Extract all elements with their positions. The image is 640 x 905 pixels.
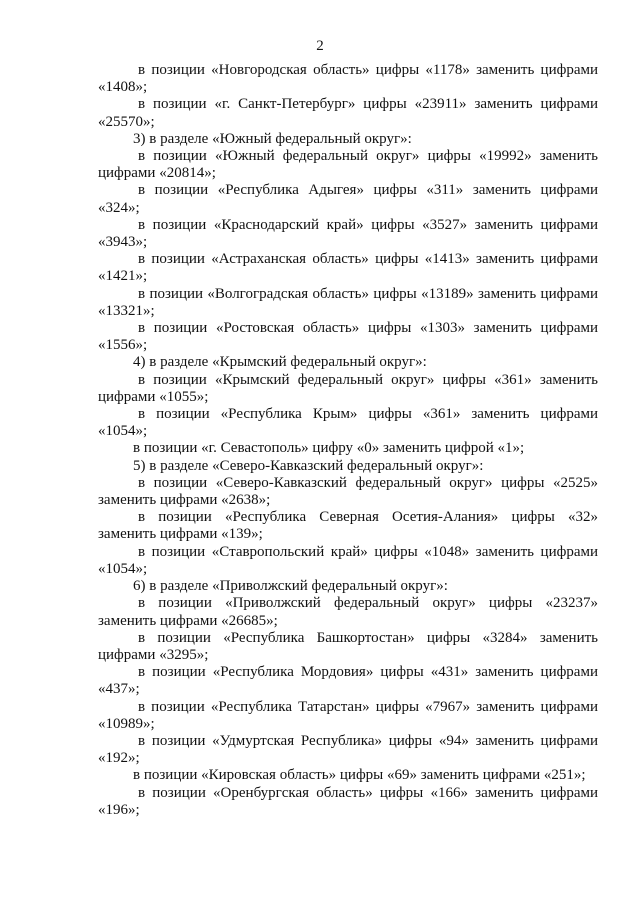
paragraph-stavropol: в позиции «Ставропольский край» цифры «1048» заменить цифрами «1054»; <box>98 543 598 577</box>
paragraph-novgorod: в позиции «Новгородская область» цифры «1178» заменить цифрами «1408»; <box>98 62 598 96</box>
paragraph-mordovia: в позиции «Республика Мордовия» цифры «431» заменить цифрами «437»; <box>98 664 598 698</box>
paragraph-crimea: в позиции «Республика Крым» цифры «361» заменить цифрами «1054»; <box>98 406 598 440</box>
paragraph-astrakhan: в позиции «Астраханская область» цифры «1413» заменить цифрами «1421»; <box>98 251 598 285</box>
document-body <box>98 62 598 819</box>
paragraph-krasnodar: в позиции «Краснодарский край» цифры «3527» заменить цифрами «3943»; <box>98 216 598 251</box>
paragraph-volga-district: в позиции «Приволжский федеральный округ» цифры «23237» заменить цифрами «26685»; <box>98 595 598 629</box>
paragraph-north-ossetia: в позиции «Республика Северная Осетия-Алания» цифры «32» заменить цифрами «139»; <box>98 509 598 543</box>
paragraph-sevastopol: в позиции «г. Севастополь» цифру «0» заменить цифрой «1»; <box>133 440 525 457</box>
paragraph-south-district: в позиции «Южный федеральный округ» цифры «19992» заменить цифрами «20814»; <box>98 148 598 182</box>
paragraph-tatarstan: в позиции «Республика Татарстан» цифры «7967» заменить цифрами «10989»; <box>98 698 598 732</box>
paragraph-spb: в позиции «г. Санкт-Петербург» цифры «23911» заменить цифрами «25570»; <box>98 96 598 130</box>
section-heading-crimea: 4) в разделе «Крымский федеральный округ»: <box>133 354 427 371</box>
section-heading-south: 3) в разделе «Южный федеральный округ»: <box>133 130 412 147</box>
paragraph-volgograd: в позиции «Волгоградская область» цифры «13189» заменить цифрами «13321»; <box>98 285 598 319</box>
paragraph-orenburg: в позиции «Оренбургская область» цифры «166» заменить цифрами «196»; <box>98 784 598 818</box>
paragraph-bashkortostan: в позиции «Республика Башкортостан» цифры «3284» заменить цифрами «3295»; <box>98 629 598 663</box>
paragraph-udmurtia: в позиции «Удмуртская Республика» цифры «94» заменить цифрами «192»; <box>98 732 598 767</box>
page-number: 2 <box>316 38 324 54</box>
section-heading-north-caucasus: 5) в разделе «Северо-Кавказский федеральный округ»: <box>133 457 484 474</box>
paragraph-adygea: в позиции «Республика Адыгея» цифры «311» заменить цифрами «324»; <box>98 182 598 216</box>
section-heading-volga: 6) в разделе «Приволжский федеральный округ»: <box>133 578 448 595</box>
paragraph-kirov: в позиции «Кировская область» цифры «69» заменить цифрами «251»; <box>133 767 586 784</box>
paragraph-north-caucasus-district: в позиции «Северо-Кавказский федеральный округ» цифры «2525» заменить цифрами «2638»; <box>98 474 598 509</box>
paragraph-rostov: в позиции «Ростовская область» цифры «1303» заменить цифрами «1556»; <box>98 320 598 354</box>
paragraph-crimea-district: в позиции «Крымский федеральный округ» цифры «361» заменить цифрами «1055»; <box>98 371 598 405</box>
